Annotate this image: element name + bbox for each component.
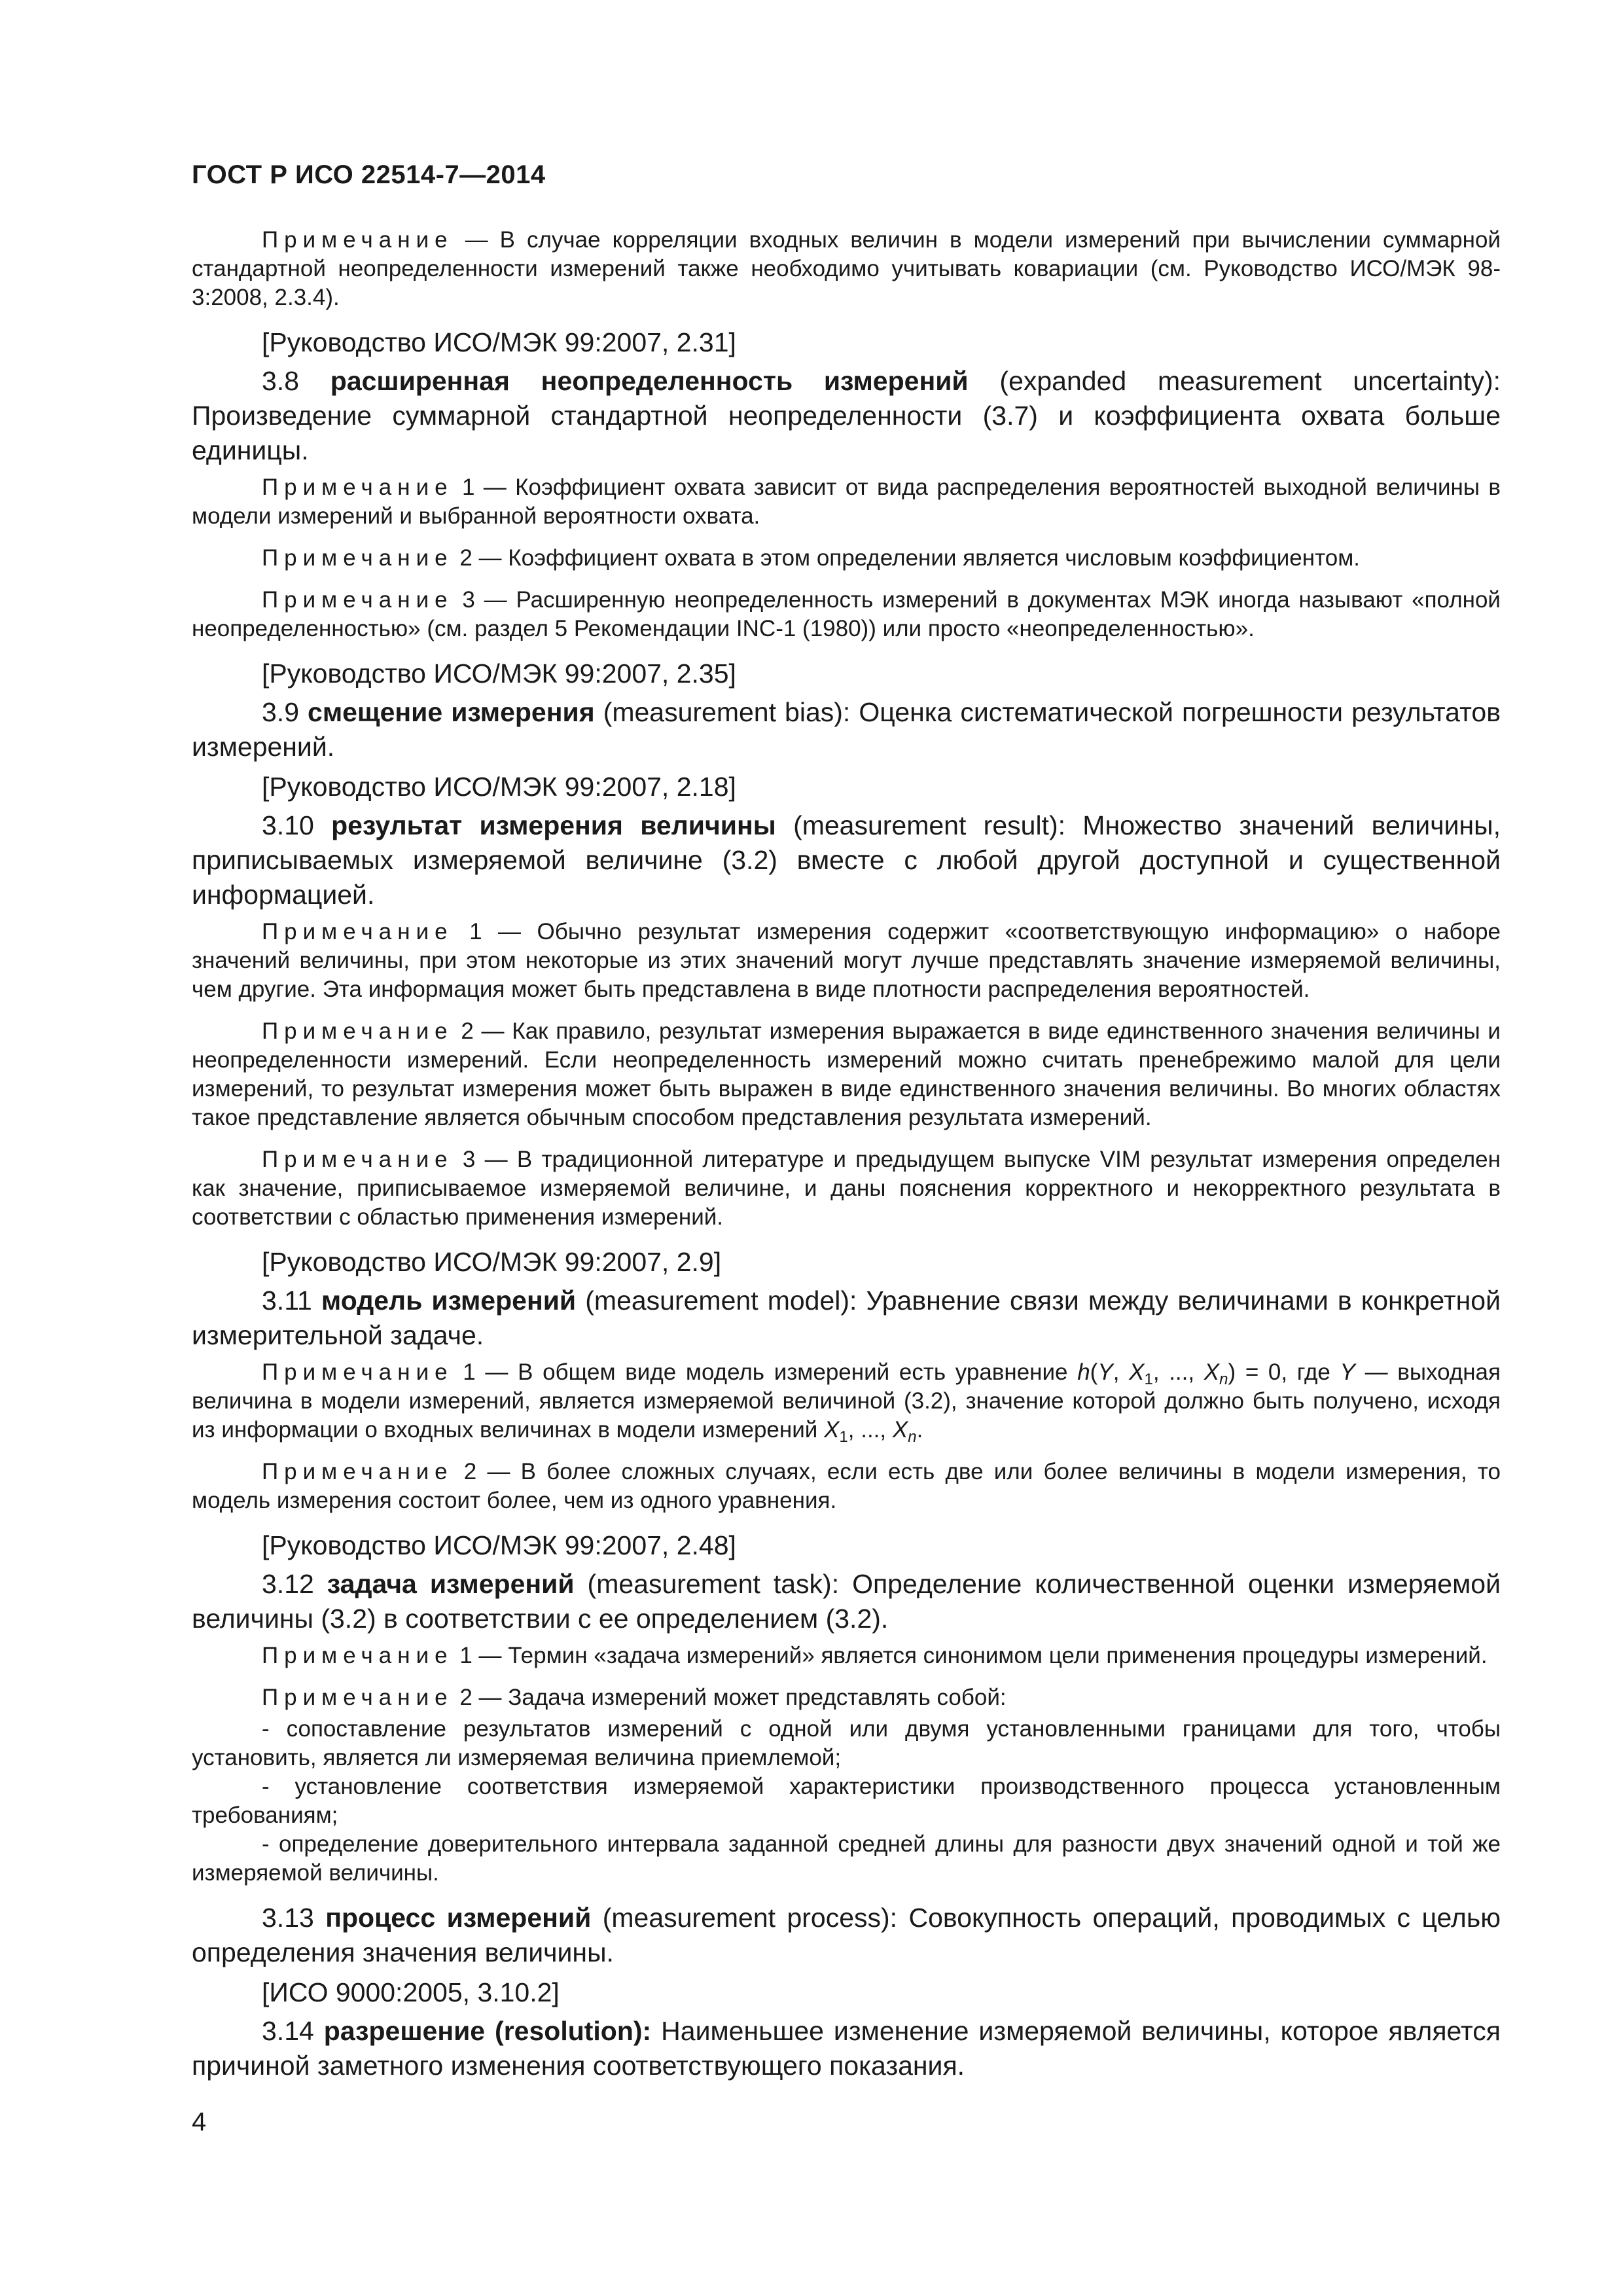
- note-3-10-3: [192, 1145, 1501, 1232]
- note-3-12-1: [192, 1641, 1501, 1670]
- term-name: результат измерения величины: [331, 810, 776, 840]
- term-3-8: [192, 364, 1501, 468]
- formula-x: $X_1$, ..., $X_n$.: [824, 1417, 923, 1446]
- term-number: 3.11: [262, 1285, 312, 1316]
- formula-y: Y: [1340, 1359, 1355, 1385]
- note-label: Примечание: [262, 475, 454, 500]
- reference-2-35: [Руководство ИСО/МЭК 99:2007, 2.35]: [262, 658, 736, 689]
- term-definition: Наименьшее изменение измеряемой величины, которое является причиной заметного изменения соответствующего показания.: [192, 2016, 1501, 2081]
- note-label: Примечание: [262, 1147, 454, 1172]
- note-label: Примечание: [262, 227, 454, 253]
- note-label: Примечание: [262, 1018, 454, 1044]
- term-3-10: [192, 808, 1501, 912]
- note-label: Примечание: [262, 919, 454, 944]
- note-text: 1 — Обычно результат измерения содержит «соответствующую информацию» о наборе значений величины, при этом некоторые из этих значений могут лучше представлять значение измеряемой величины, чем другие. Эта информация может быть представлена в виде плотности распределения вероятностей.: [192, 919, 1501, 1002]
- term-number: 3.9: [262, 697, 299, 727]
- term-name: процесс измерений: [325, 1903, 592, 1933]
- note-text: 2 — Как правило, результат измерения выражается в виде единственного значения величины и неопределенности измерений. Если неопределенность измерений можно считать пренебрежимо малой для цели измерений, то результат измерения может быть выражен в виде единственного значения величины. Во многих областях такое представление является обычным способом представления результата измерений.: [192, 1018, 1501, 1130]
- reference-iso-9000: [ИСО 9000:2005, 3.10.2]: [262, 1977, 560, 2007]
- reference-2-48: [Руководство ИСО/МЭК 99:2007, 2.48]: [262, 1530, 736, 1560]
- note-label: Примечание: [262, 545, 454, 571]
- term-number: 3.13: [262, 1903, 314, 1933]
- term-definition: (measurement bias): Оценка систематической погрешности результатов измерений.: [192, 697, 1501, 762]
- term-definition: (measurement model): Уравнение связи между величинами в конкретной измерительной задаче.: [192, 1285, 1501, 1350]
- term-3-13: [192, 1901, 1501, 1970]
- note-text: 2 — Задача измерений может представлять собой:: [459, 1685, 1007, 1710]
- term-number: 3.14: [262, 2016, 314, 2046]
- note-text: = 0, где: [1245, 1359, 1330, 1385]
- note-3-12-2: [192, 1683, 1501, 1712]
- document-body: [192, 226, 1501, 2089]
- note-text: 2 — Коэффициент охвата в этом определении является числовым коэффициентом.: [459, 545, 1360, 571]
- term-definition: (measurement result): Множество значений величины, приписываемых измеряемой величине (3.2) вместе с любой другой доступной и существенной информацией.: [192, 810, 1501, 910]
- term-3-12: [192, 1567, 1501, 1636]
- list-item: - сопоставление результатов измерений с одной или двумя установленными границами для того, чтобы установить, является ли измеряемая величина приемлемой;: [192, 1716, 1501, 1770]
- note-3-8-1: [192, 473, 1501, 531]
- note-text: 1 — Термин «задача измерений» является синонимом цели применения процедуры измерений.: [459, 1643, 1488, 1668]
- term-name: задача измерений: [327, 1569, 575, 1599]
- note-label: Примечание: [262, 587, 454, 613]
- page-number: 4: [192, 2108, 207, 2136]
- reference-2-18: [Руководство ИСО/МЭК 99:2007, 2.18]: [262, 772, 736, 802]
- term-name: смещение измерения: [308, 697, 595, 727]
- note-text: 1 — В общем виде модель измерений есть уравнение: [463, 1359, 1068, 1385]
- note-3-8-3: [192, 586, 1501, 643]
- note-text: — выходная величина в модели измерений, является измеряемой величиной (3.2), значение которой должно быть получено, исходя из информации о входных величинах в модели измерений: [192, 1359, 1501, 1443]
- note-3-10-2: [192, 1017, 1501, 1132]
- term-3-9: [192, 695, 1501, 764]
- note-label: Примечание: [262, 1459, 454, 1484]
- list-item: - установление соответствия измеряемой характеристики производственного процесса установленным требованиям;: [192, 1774, 1501, 1828]
- note-text: 1 — Коэффициент охвата зависит от вида распределения вероятностей выходной величины в модели измерений и выбранной вероятности охвата.: [192, 475, 1501, 529]
- note-3-10-1: [192, 918, 1501, 1004]
- term-3-14: [192, 2014, 1501, 2083]
- term-name: разрешение (resolution):: [323, 2016, 652, 2046]
- term-number: 3.12: [262, 1569, 314, 1599]
- note-label: Примечание: [262, 1685, 454, 1710]
- note-3-11-1: [192, 1358, 1501, 1444]
- note-text: — В случае корреляции входных величин в модели измерений при вычислении суммарной стандартной неопределенности измерений также необходимо учитывать ковариации (см. Руководство ИСО/МЭК 98-3:2008, 2.3.4).: [192, 227, 1501, 310]
- term-number: 3.10: [262, 810, 314, 840]
- note-intro: [192, 226, 1501, 312]
- reference-2-31: [Руководство ИСО/МЭК 99:2007, 2.31]: [262, 327, 736, 357]
- term-number: 3.8: [262, 366, 299, 396]
- note-text: 3 — В традиционной литературе и предыдущем выпуске VIM результат измерения определен как значение, приписываемое измеряемой величине, и даны пояснения корректного и некорректного результата в соответствии с областью применения измерений.: [192, 1147, 1501, 1230]
- formula-h: h(Y, $X_1$, ..., $X_n$): [1077, 1359, 1236, 1388]
- note-3-8-2: [192, 544, 1501, 573]
- term-definition: (measurement process): Совокупность операций, проводимых с целью определения значения величины.: [192, 1903, 1501, 1967]
- term-3-11: [192, 1283, 1501, 1353]
- term-definition: (expanded measurement uncertainty): Произведение суммарной стандартной неопределенности (3.7) и коэффициента охвата больше единицы.: [192, 366, 1501, 465]
- reference-2-9: [Руководство ИСО/МЭК 99:2007, 2.9]: [262, 1247, 722, 1277]
- page-header-title: ГОСТ Р ИСО 22514-7—2014: [192, 160, 546, 189]
- term-name: расширенная неопределенность измерений: [330, 366, 969, 396]
- note-3-11-2: [192, 1458, 1501, 1515]
- note-label: Примечание: [262, 1643, 454, 1668]
- term-name: модель измерений: [321, 1285, 577, 1316]
- note-text: 2 — В более сложных случаях, если есть две или более величины в модели измерения, то модель измерения состоит более, чем из одного уравнения.: [192, 1459, 1501, 1513]
- term-definition: (measurement task): Определение количественной оценки измеряемой величины (3.2) в соответствии с ее определением (3.2).: [192, 1569, 1501, 1634]
- list-item: - определение доверительного интервала заданной средней длины для разности двух значений одной и той же измеряемой величины.: [192, 1831, 1501, 1886]
- note-text: 3 — Расширенную неопределенность измерений в документах МЭК иногда называют «полной неопределенностью» (см. раздел 5 Рекомендации INC-1 (1980)) или просто «неопределенностью».: [192, 587, 1501, 641]
- note-label: Примечание: [262, 1359, 454, 1385]
